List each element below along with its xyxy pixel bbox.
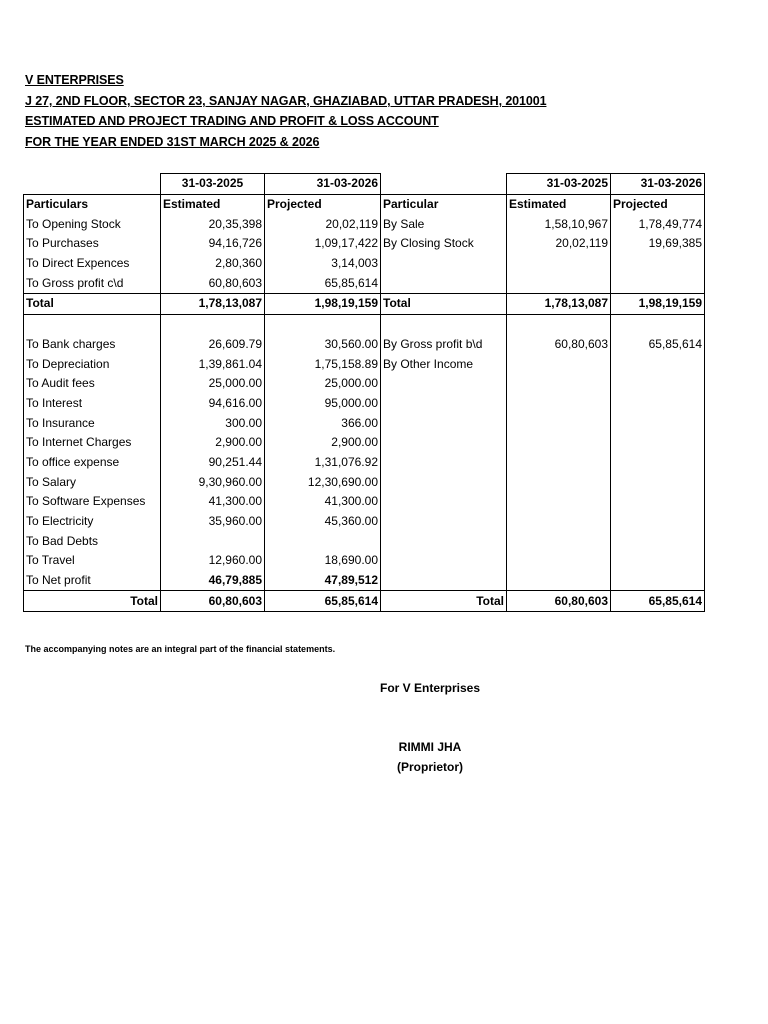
particular-label: To Opening Stock [24,214,161,234]
particular-label-right [381,472,507,492]
particular-label-right: By Closing Stock [381,234,507,254]
particular-label: To Electricity [24,512,161,532]
particular-label: To Audit fees [24,374,161,394]
statement-title: ESTIMATED AND PROJECT TRADING AND PROFIT & LOSS ACCOUNT [25,114,439,128]
estimated-value-right: 1,58,10,967 [507,214,611,234]
estimated-header: Estimated [161,194,265,214]
projected-value: 12,30,690.00 [265,472,381,492]
projected-value-right: 19,69,385 [611,234,705,254]
particular-label: To Bad Debts [24,531,161,551]
projected-value: 3,14,003 [265,254,381,274]
estimated-value: 90,251.44 [161,453,265,473]
trading-total-row [24,294,705,315]
projected-value: 65,85,614 [265,273,381,293]
total-projected-right: 1,98,19,159 [611,294,705,315]
particular-label: To Purchases [24,234,161,254]
projected-value-right [611,433,705,453]
projected-value-right [611,354,705,374]
estimated-value-right [507,512,611,532]
projected-value: 47,89,512 [265,571,381,591]
estimated-value: 1,39,861.04 [161,354,265,374]
particular-label: To Insurance [24,413,161,433]
projected-value: 45,360.00 [265,512,381,532]
particular-label-right [381,433,507,453]
spacer-cell [507,314,611,334]
date-2025-right: 31-03-2025 [507,174,611,195]
projected-value-right [611,531,705,551]
trading-row [24,254,705,274]
estimated-value: 94,16,726 [161,234,265,254]
particular-label-right [381,492,507,512]
particular-label-right [381,512,507,532]
estimated-value: 20,35,398 [161,214,265,234]
particular-label-right [381,273,507,293]
trading-row [24,273,705,293]
estimated-value-right [507,254,611,274]
pl-row [24,433,705,453]
date-header-row [24,174,705,195]
projected-value-right [611,512,705,532]
projected-value-right [611,254,705,274]
particular-label-right [381,394,507,414]
total-estimated: 1,78,13,087 [161,294,265,315]
particular-label: To Direct Expences [24,254,161,274]
estimated-value-right [507,374,611,394]
projected-value: 1,09,17,422 [265,234,381,254]
total-estimated: 60,80,603 [161,591,265,612]
estimated-value-right: 20,02,119 [507,234,611,254]
estimated-value-right [507,472,611,492]
projected-value: 30,560.00 [265,335,381,355]
estimated-value: 2,900.00 [161,433,265,453]
projected-value: 25,000.00 [265,374,381,394]
total-estimated-right: 1,78,13,087 [507,294,611,315]
pl-row [24,394,705,414]
projected-value-right [611,273,705,293]
total-label: Total [24,591,161,612]
projected-value-right [611,492,705,512]
estimated-value-right [507,433,611,453]
date-2025: 31-03-2025 [161,174,265,195]
estimated-value: 26,609.79 [161,335,265,355]
projected-value: 2,900.00 [265,433,381,453]
particular-label: To Net profit [24,571,161,591]
particular-label: To Software Expenses [24,492,161,512]
pl-row [24,531,705,551]
company-name: V ENTERPRISES [25,73,124,87]
spacer-cell [611,314,705,334]
particular-label: To Internet Charges [24,433,161,453]
pl-row [24,551,705,571]
particular-label-right: By Sale [381,214,507,234]
signatory-name: RIMMI JHA [398,740,462,754]
pl-row [24,512,705,532]
estimated-value-right [507,571,611,591]
projected-value: 18,690.00 [265,551,381,571]
particular-label-right [381,571,507,591]
projected-value-right: 65,85,614 [611,335,705,355]
projected-value: 20,02,119 [265,214,381,234]
estimated-value-right [507,394,611,414]
total-label-right: Total [381,591,507,612]
for-company-label: For V Enterprises [380,681,481,695]
particular-header: Particular [381,194,507,214]
projected-value-right [611,551,705,571]
trading-row [24,214,705,234]
pl-row [24,374,705,394]
column-header-row [24,194,705,214]
particular-label-right [381,254,507,274]
projected-value: 41,300.00 [265,492,381,512]
pl-row [24,453,705,473]
particulars-header: Particulars [24,194,161,214]
projected-value: 1,75,158.89 [265,354,381,374]
particular-label-right [381,453,507,473]
total-projected-right: 65,85,614 [611,591,705,612]
estimated-value-right [507,413,611,433]
date-2026-right: 31-03-2026 [611,174,705,195]
projected-value: 1,31,076.92 [265,453,381,473]
projected-value-right [611,413,705,433]
spacer-cell [161,314,265,334]
trading-pl-table [23,173,705,612]
projected-value-right [611,394,705,414]
particular-label: To Gross profit c\d [24,273,161,293]
signatory-role: (Proprietor) [397,760,463,774]
estimated-value: 2,80,360 [161,254,265,274]
financial-notes-disclaimer: The accompanying notes are an integral part of the financial statements. [25,644,336,654]
pl-row [24,492,705,512]
particular-label-right [381,531,507,551]
company-address: J 27, 2ND FLOOR, SECTOR 23, SANJAY NAGAR, GHAZIABAD, UTTAR PRADESH, 201001 [25,94,547,108]
spacer-cell [24,314,161,334]
statement-period: FOR THE YEAR ENDED 31ST MARCH 2025 & 2026 [25,135,320,149]
trading-row [24,234,705,254]
estimated-value-right [507,453,611,473]
particular-label: To Salary [24,472,161,492]
total-projected: 1,98,19,159 [265,294,381,315]
total-label: Total [24,294,161,315]
estimated-value: 25,000.00 [161,374,265,394]
projected-value-right [611,571,705,591]
particular-label-right [381,413,507,433]
estimated-value-right [507,492,611,512]
projected-header-right: Projected [611,194,705,214]
pl-row [24,472,705,492]
estimated-value: 60,80,603 [161,273,265,293]
pl-row [24,354,705,374]
particular-label-right: By Other Income [381,354,507,374]
estimated-value-right [507,531,611,551]
projected-value-right: 1,78,49,774 [611,214,705,234]
pl-row [24,335,705,355]
estimated-value: 94,616.00 [161,394,265,414]
date-2026: 31-03-2026 [265,174,381,195]
estimated-value: 9,30,960.00 [161,472,265,492]
particular-label: To office expense [24,453,161,473]
estimated-value-right [507,551,611,571]
particular-label: To Travel [24,551,161,571]
pl-row [24,571,705,591]
total-estimated-right: 60,80,603 [507,591,611,612]
estimated-value: 300.00 [161,413,265,433]
estimated-value: 41,300.00 [161,492,265,512]
estimated-value: 46,79,885 [161,571,265,591]
particular-label: To Interest [24,394,161,414]
particular-label-right [381,374,507,394]
particular-label: To Bank charges [24,335,161,355]
particular-label-right: By Gross profit b\d [381,335,507,355]
section-spacer [24,314,705,334]
pl-row [24,413,705,433]
projected-value-right [611,374,705,394]
estimated-value [161,531,265,551]
projected-value [265,531,381,551]
estimated-value: 35,960.00 [161,512,265,532]
pl-total-row [24,591,705,612]
projected-value: 95,000.00 [265,394,381,414]
projected-header: Projected [265,194,381,214]
estimated-value-right [507,354,611,374]
projected-value-right [611,453,705,473]
estimated-value-right [507,273,611,293]
estimated-header-right: Estimated [507,194,611,214]
projected-value: 366.00 [265,413,381,433]
estimated-value: 12,960.00 [161,551,265,571]
spacer-cell [381,314,507,334]
total-projected: 65,85,614 [265,591,381,612]
particular-label-right [381,551,507,571]
estimated-value-right: 60,80,603 [507,335,611,355]
spacer-cell [265,314,381,334]
projected-value-right [611,472,705,492]
total-label-right: Total [381,294,507,315]
particular-label: To Depreciation [24,354,161,374]
